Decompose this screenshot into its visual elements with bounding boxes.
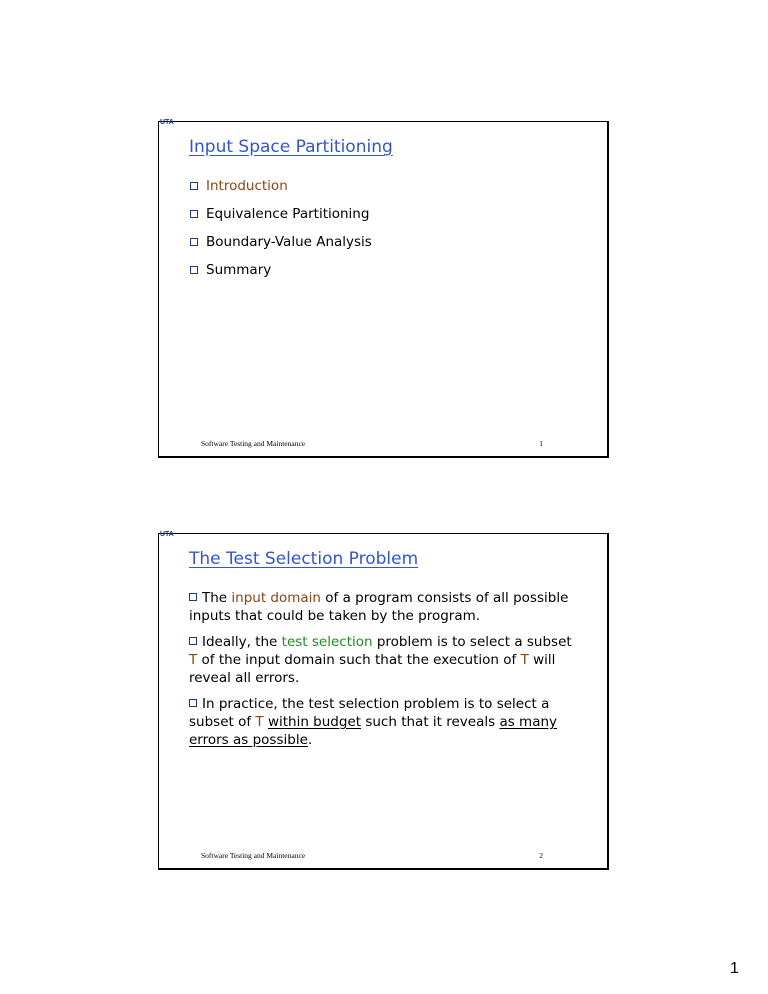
slide-footer: Software Testing and Maintenance	[201, 851, 306, 860]
slide-1	[158, 121, 609, 458]
slide-title: Input Space Partitioning	[189, 137, 393, 157]
uta-logo: UTA	[160, 119, 174, 126]
page-number: 1	[730, 960, 739, 977]
bullet-box-icon	[190, 182, 198, 190]
slide-number: 2	[539, 851, 543, 860]
paragraph-list	[189, 589, 584, 757]
bullet-box-icon	[189, 699, 197, 707]
bullet-box-icon	[190, 238, 198, 246]
bullet-box-icon	[189, 637, 197, 645]
bullet-box-icon	[189, 593, 197, 601]
paragraph-item: In practice, the test selection problem is to select a subset of T within budget such that it reveals as many errors as possible.	[189, 696, 558, 748]
slide-number: 1	[539, 439, 543, 448]
bullet-box-icon	[190, 266, 198, 274]
slide-title: The Test Selection Problem	[189, 549, 419, 569]
paragraph-item: The input domain of a program consists of all possible inputs that could be taken by the program.	[189, 590, 569, 624]
bullet-item: Introduction	[189, 177, 584, 195]
slide-footer: Software Testing and Maintenance	[201, 439, 306, 448]
uta-logo: UTA	[160, 531, 174, 538]
slide-2	[158, 533, 609, 870]
term-t: T	[255, 714, 264, 730]
bullet-item: Equivalence Partitioning	[189, 205, 584, 223]
term-t: T	[520, 652, 529, 668]
bullet-box-icon	[190, 210, 198, 218]
bullet-item: Summary	[189, 261, 584, 279]
term-t: T	[189, 652, 198, 668]
paragraph-item: Ideally, the test selection problem is to select a subset T of the input domain such that the execution of T will reveal all errors.	[189, 634, 572, 686]
bullet-list	[189, 177, 584, 289]
term-input-domain: input domain	[231, 590, 321, 606]
bullet-item: Boundary-Value Analysis	[189, 233, 584, 251]
term-test-selection: test selection	[281, 634, 373, 650]
underlined-within-budget: within budget	[267, 714, 362, 730]
underlined-as-many-errors: as many errors as possible	[189, 714, 558, 748]
